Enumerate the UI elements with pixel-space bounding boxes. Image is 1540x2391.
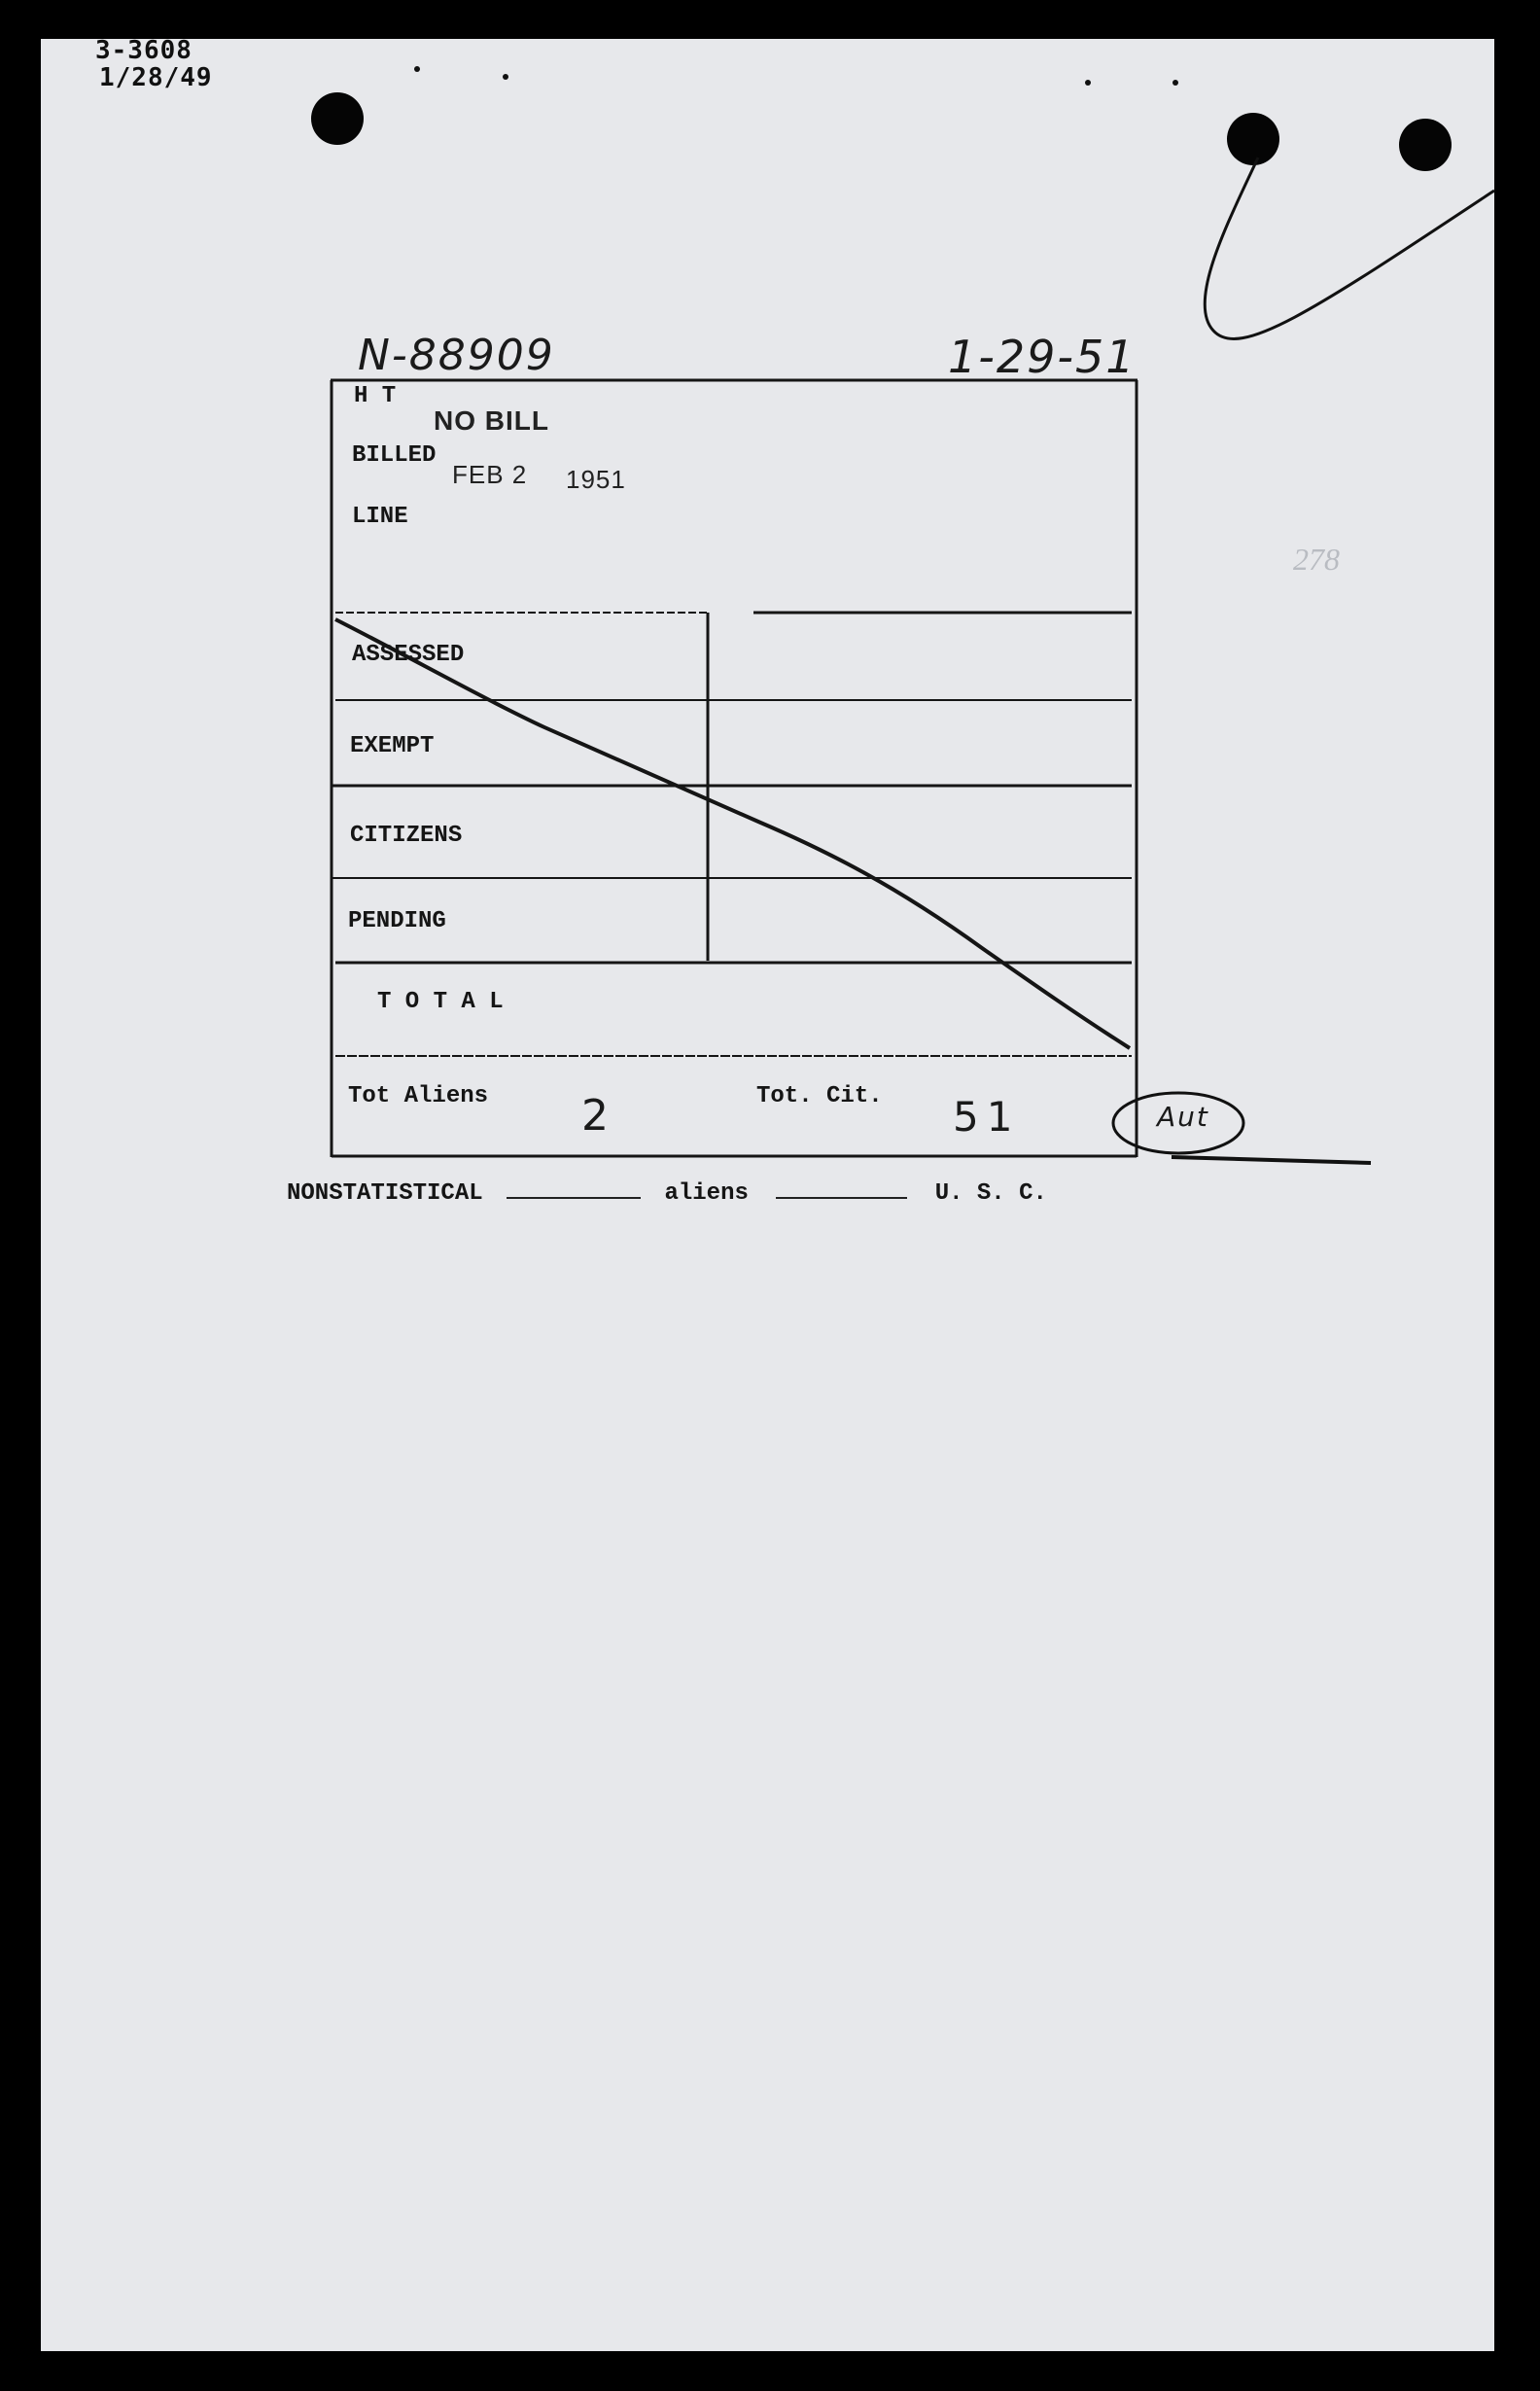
stamp-date: FEB 2	[452, 460, 528, 489]
line-label: LINE	[352, 504, 408, 530]
initials: Aut	[1157, 1101, 1209, 1133]
row-pending: PENDING	[348, 908, 446, 934]
margin-number: 278	[1293, 542, 1340, 577]
form-date: 1/28/49	[99, 63, 213, 92]
usc-label: U. S. C.	[934, 1180, 1047, 1207]
row-assessed: ASSESSED	[352, 642, 465, 668]
tot-cit-label: Tot. Cit.	[756, 1083, 883, 1109]
ht-label: H T	[354, 383, 397, 409]
aliens-label: aliens	[664, 1180, 749, 1207]
blank-field	[776, 1197, 907, 1199]
tot-aliens-label: Tot Aliens	[348, 1083, 489, 1109]
case-number: N-88909	[358, 331, 555, 380]
nonstatistical-line	[287, 1180, 1047, 1207]
tot-cit-value: 51	[953, 1093, 1021, 1141]
row-exempt: EXEMPT	[350, 733, 435, 759]
form-number: 3-3608	[95, 36, 192, 65]
nonstatistical-label: NONSTATISTICAL	[287, 1180, 483, 1207]
handwritten-date: 1-29-51	[948, 331, 1137, 383]
blank-field	[507, 1197, 641, 1199]
stamp-year: 1951	[566, 465, 626, 494]
billed-label: BILLED	[352, 442, 437, 469]
total-label: T O T A L	[377, 989, 504, 1015]
no-bill-stamp: NO BILL	[434, 405, 549, 436]
tot-aliens-value: 2	[581, 1091, 611, 1141]
row-citizens: CITIZENS	[350, 823, 463, 849]
